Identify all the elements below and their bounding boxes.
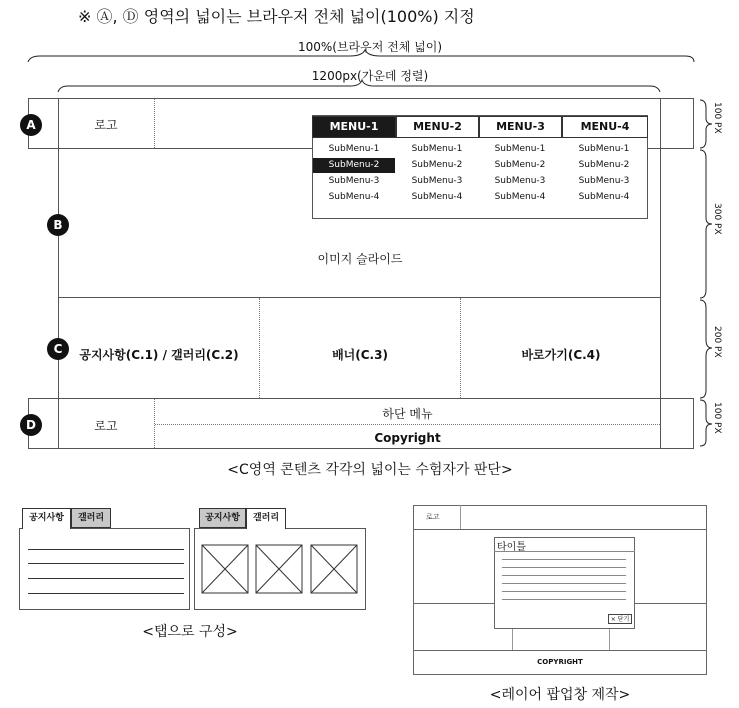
notice-line-2 <box>28 563 184 564</box>
tab-notice[interactable]: 공지사항 <box>199 508 246 528</box>
menu-2[interactable]: MENU-2 <box>396 116 479 138</box>
notice-line-1 <box>28 549 184 550</box>
height-label-d: 100 PX <box>712 402 722 434</box>
full-width-label: 100%(브라우저 전체 넓이) <box>297 40 443 54</box>
menu-3[interactable]: MENU-3 <box>479 116 562 138</box>
area-a-divider <box>154 99 155 148</box>
popup-footer-line <box>413 650 707 651</box>
submenu-4-2[interactable]: SubMenu-2 <box>578 160 630 170</box>
layer-popup-title: 타이틀 <box>497 542 526 553</box>
tab-notice-active[interactable]: 공지사항 <box>22 508 71 529</box>
caption-main: <C영역 콘텐츠 각각의 넓이는 수험자가 판단> <box>227 462 513 478</box>
menu-1[interactable]: MENU-1 <box>312 116 396 138</box>
c1-label: 공지사항(C.1) / 갤러리(C.2) <box>79 348 239 362</box>
layer-popup-title-line <box>494 551 635 552</box>
badge-a: A <box>20 114 42 136</box>
tab-gallery[interactable]: 갤러리 <box>71 508 111 528</box>
submenu-2-3[interactable]: SubMenu-3 <box>411 176 463 186</box>
popup-text-line-1 <box>502 559 626 560</box>
header-note: ※ Ⓐ, Ⓓ 영역의 넓이는 브라우저 전체 넓이(100%) 지정 <box>78 7 475 26</box>
popup-header-divider <box>460 505 461 529</box>
submenu-2-4[interactable]: SubMenu-4 <box>411 192 463 202</box>
popup-text-line-3 <box>502 575 626 576</box>
submenu-1-4[interactable]: SubMenu-4 <box>328 192 380 202</box>
popup-text-line-6 <box>502 599 626 600</box>
height-label-b: 300 PX <box>712 203 722 235</box>
menu-4[interactable]: MENU-4 <box>562 116 648 138</box>
badge-c: C <box>47 338 69 360</box>
popup-header-line <box>413 529 707 530</box>
submenu-2-1[interactable]: SubMenu-1 <box>411 144 463 154</box>
c4-label: 바로가기(C.4) <box>521 348 601 362</box>
submenu-3-1[interactable]: SubMenu-1 <box>494 144 546 154</box>
image-slide-label: 이미지 슬라이드 <box>317 252 403 266</box>
area-a-logo[interactable]: 로고 <box>94 118 118 132</box>
submenu-1-3[interactable]: SubMenu-3 <box>328 176 380 186</box>
copyright-text: Copyright <box>374 431 441 445</box>
submenu-3-2[interactable]: SubMenu-2 <box>494 160 546 170</box>
bc-divider <box>58 297 661 298</box>
area-d-logo[interactable]: 로고 <box>94 419 118 433</box>
c3-label: 배너(C.3) <box>332 348 388 362</box>
badge-b: B <box>47 214 69 236</box>
popup-page-logo: 로고 <box>426 513 440 521</box>
gallery-thumbnails <box>200 543 360 597</box>
popup-text-line-2 <box>502 567 626 568</box>
tab-panel-notice <box>19 528 190 610</box>
submenu-1-2-active[interactable]: SubMenu-2 <box>313 158 395 173</box>
submenu-1-1[interactable]: SubMenu-1 <box>328 144 380 154</box>
footer-menu[interactable]: 하단 메뉴 <box>382 407 433 421</box>
notice-line-4 <box>28 593 184 594</box>
submenu-2-2[interactable]: SubMenu-2 <box>411 160 463 170</box>
popup-page-copyright: COPYRIGHT <box>537 658 583 666</box>
center-width-label: 1200px(가운데 정렬) <box>311 69 429 83</box>
submenu-3-3[interactable]: SubMenu-3 <box>494 176 546 186</box>
submenu-4-1[interactable]: SubMenu-1 <box>578 144 630 154</box>
area-d-hdivider <box>155 424 660 425</box>
popup-close-button[interactable]: × 닫기 <box>608 614 632 624</box>
badge-d: D <box>20 414 42 436</box>
tab-gallery-active[interactable]: 갤러리 <box>246 508 286 529</box>
popup-text-line-5 <box>502 591 626 592</box>
submenu-3-4[interactable]: SubMenu-4 <box>494 192 546 202</box>
height-label-c: 200 PX <box>712 326 722 358</box>
height-label-a: 100 PX <box>712 102 722 134</box>
submenu-4-4[interactable]: SubMenu-4 <box>578 192 630 202</box>
caption-popup: <레이어 팝업창 제작> <box>489 687 631 703</box>
caption-tabs: <탭으로 구성> <box>142 624 238 640</box>
popup-text-line-4 <box>502 583 626 584</box>
notice-line-3 <box>28 578 184 579</box>
submenu-4-3[interactable]: SubMenu-3 <box>578 176 630 186</box>
